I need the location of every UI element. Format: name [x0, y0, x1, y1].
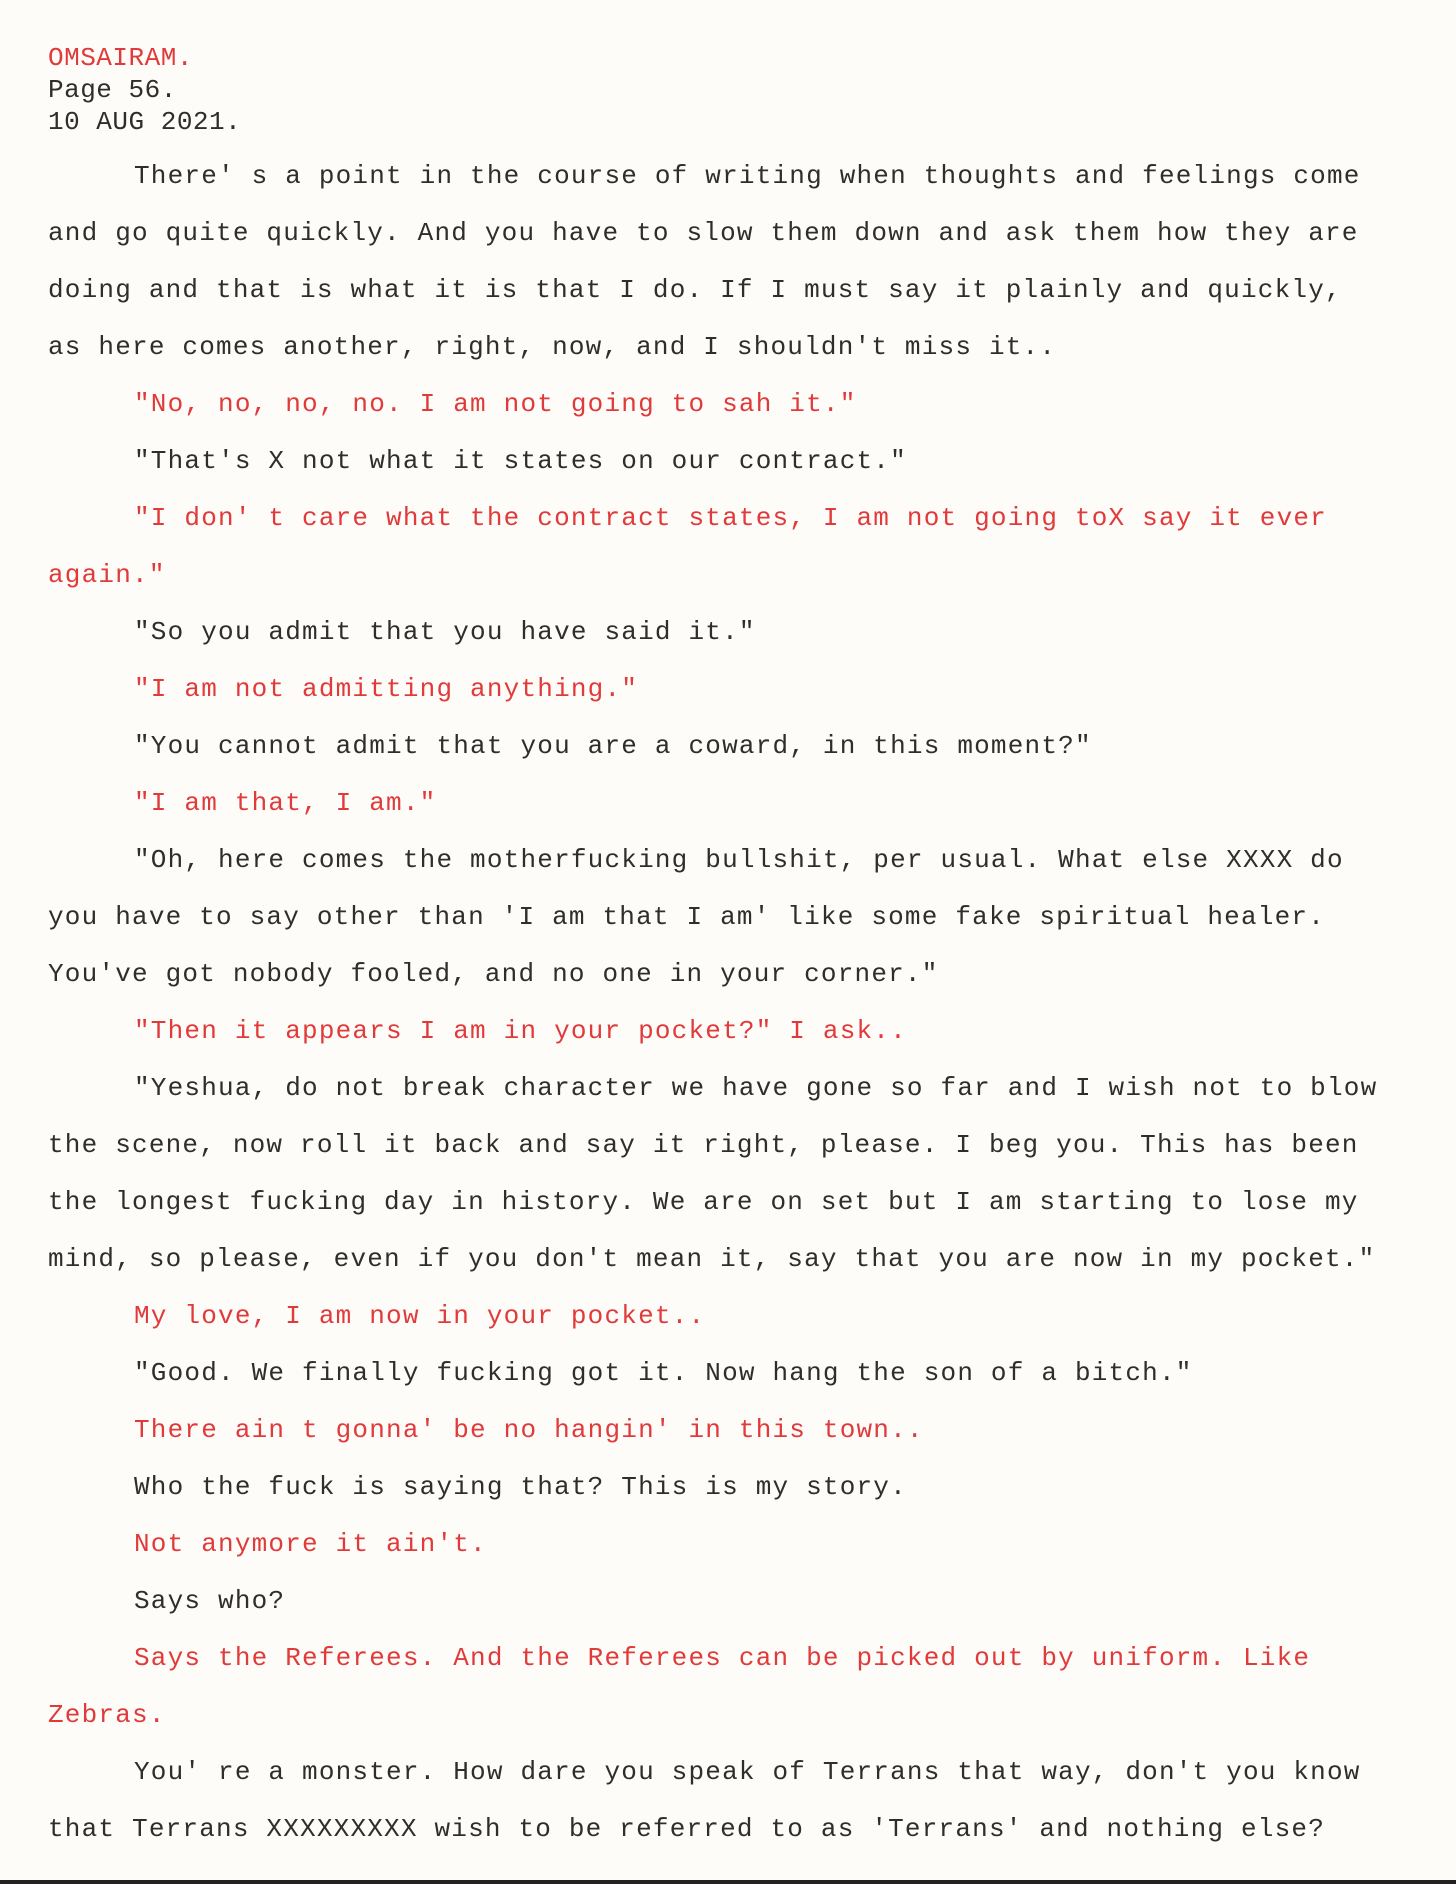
text-line: My love, I am now in your pocket.. — [134, 1301, 706, 1331]
text-line: Who the fuck is saying that? This is my story. — [134, 1472, 907, 1502]
text-line: you have to say other than 'I am that I am' like some fake spiritual healer. — [48, 902, 1325, 932]
text-line: as here comes another, right, now, and I shouldn't miss it.. — [48, 332, 1057, 362]
header-title: OMSAIRAM. — [48, 43, 193, 73]
header-date: 10 AUG 2021. — [48, 107, 242, 137]
text-line: "Yeshua, do not break character we have gone so far and I wish not to blow — [134, 1073, 1378, 1103]
page-header — [48, 42, 241, 138]
page-bottom-edge — [0, 1880, 1456, 1884]
text-line: Zebras. — [48, 1700, 166, 1730]
text-line: "No, no, no, no. I am not going to sah it." — [134, 389, 857, 419]
text-line: that Terrans XXXXXXXXX wish to be referred to as 'Terrans' and nothing else? — [48, 1814, 1325, 1844]
text-line: Not anymore it ain't. — [134, 1529, 487, 1559]
text-line: the longest fucking day in history. We are on set but I am starting to lose my — [48, 1187, 1359, 1217]
text-line: mind, so please, even if you don't mean it, say that you are now in my pocket." — [48, 1244, 1376, 1274]
text-line: again." — [48, 560, 166, 590]
header-page-number: Page 56. — [48, 75, 177, 105]
text-line: "I am not admitting anything." — [134, 674, 639, 704]
text-line: "Oh, here comes the motherfucking bullshit, per usual. What else XXXX do — [134, 845, 1344, 875]
manuscript-body — [48, 148, 1408, 1858]
text-line: You've got nobody fooled, and no one in your corner." — [48, 959, 939, 989]
text-line: "Then it appears I am in your pocket?" I ask.. — [134, 1016, 907, 1046]
text-line: "You cannot admit that you are a coward, in this moment?" — [134, 731, 1092, 761]
text-line: "I am that, I am." — [134, 788, 437, 818]
text-line: There' s a point in the course of writing when thoughts and feelings come — [134, 161, 1361, 191]
text-line: "Good. We finally fucking got it. Now hang the son of a bitch." — [134, 1358, 1193, 1388]
text-line: and go quite quickly. And you have to slow them down and ask them how they are — [48, 218, 1359, 248]
text-line: "I don' t care what the contract states, I am not going toX say it ever — [134, 503, 1327, 533]
text-line: You' re a monster. How dare you speak of Terrans that way, don't you know — [134, 1757, 1361, 1787]
text-line: the scene, now roll it back and say it right, please. I beg you. This has been — [48, 1130, 1359, 1160]
text-line: Says who? — [134, 1586, 286, 1616]
text-line: There ain t gonna' be no hangin' in this town.. — [134, 1415, 924, 1445]
text-line: Says the Referees. And the Referees can be picked out by uniform. Like — [134, 1643, 1311, 1673]
text-line: "So you admit that you have said it." — [134, 617, 756, 647]
text-line: doing and that is what it is that I do. If I must say it plainly and quickly, — [48, 275, 1342, 305]
text-line: "That's X not what it states on our contract." — [134, 446, 907, 476]
